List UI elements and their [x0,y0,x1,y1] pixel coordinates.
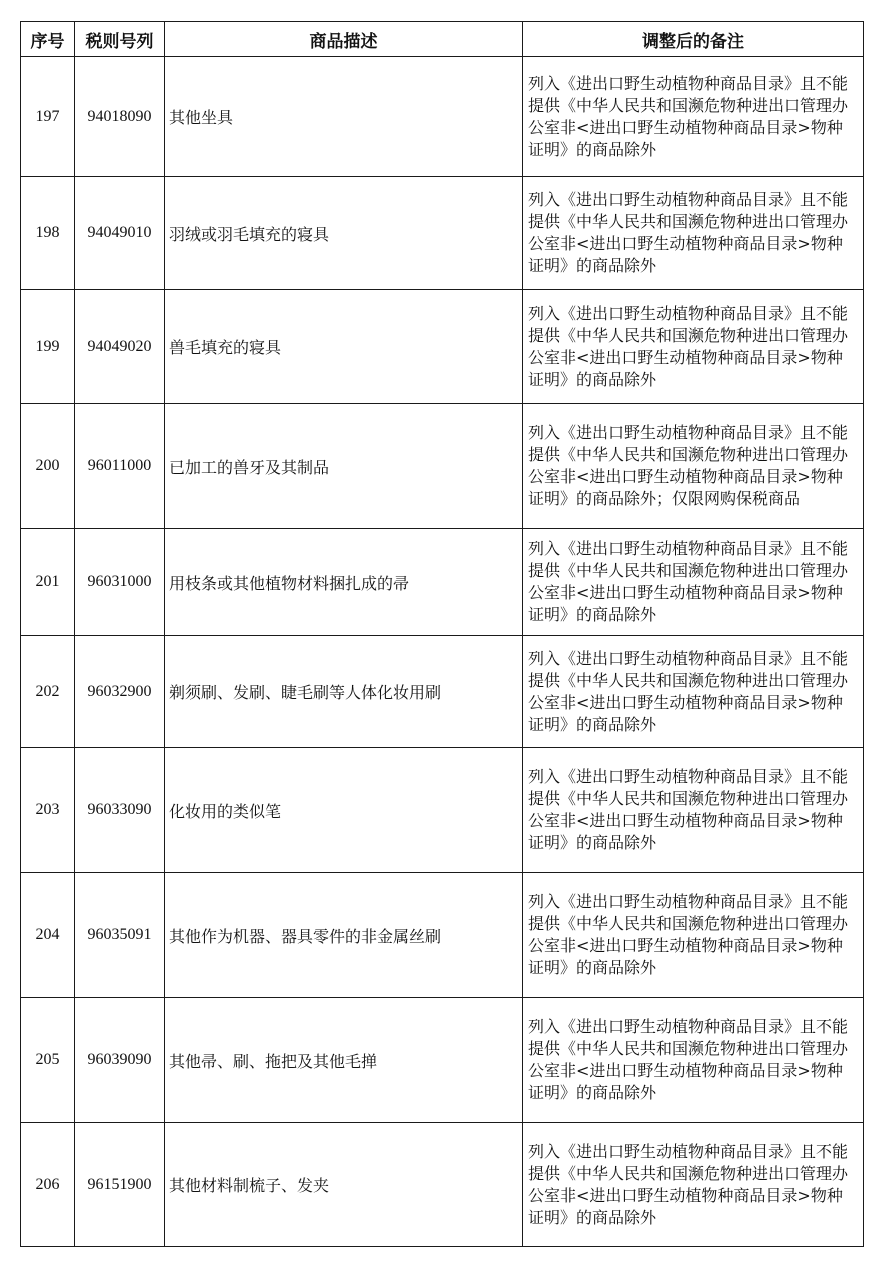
row-description: 其他帚、刷、拖把及其他毛掸 [165,998,523,1123]
row-remark: 列入《进出口野生动植物种商品目录》且不能提供《中华人民共和国濒危物种进出口管理办公室非<进出口野生动植物种商品目录>物种证明》的商品除外 [523,177,864,290]
row-seq: 205 [21,998,75,1123]
table-row [21,404,864,529]
row-description: 剃须刷、发刷、睫毛刷等人体化妆用刷 [165,636,523,748]
row-seq: 198 [21,177,75,290]
row-seq: 204 [21,873,75,998]
row-description: 化妆用的类似笔 [165,748,523,873]
row-remark: 列入《进出口野生动植物种商品目录》且不能提供《中华人民共和国濒危物种进出口管理办公室非<进出口野生动植物种商品目录>物种证明》的商品除外 [523,998,864,1123]
row-description: 其他作为机器、器具零件的非金属丝刷 [165,873,523,998]
row-tariff-code: 96035091 [75,873,165,998]
row-description: 用枝条或其他植物材料捆扎成的帚 [165,529,523,636]
row-tariff-code: 94018090 [75,57,165,177]
catalog-table [20,21,864,1247]
row-remark: 列入《进出口野生动植物种商品目录》且不能提供《中华人民共和国濒危物种进出口管理办公室非<进出口野生动植物种商品目录>物种证明》的商品除外 [523,57,864,177]
row-description: 已加工的兽牙及其制品 [165,404,523,529]
row-tariff-code: 94049020 [75,290,165,404]
header-remark: 调整后的备注 [523,22,864,57]
header-seq: 序号 [21,22,75,57]
table-header-row [21,22,864,57]
row-tariff-code: 96039090 [75,998,165,1123]
row-seq: 201 [21,529,75,636]
table-row [21,290,864,404]
table-row [21,529,864,636]
header-description: 商品描述 [165,22,523,57]
row-description: 其他材料制梳子、发夹 [165,1123,523,1247]
row-seq: 199 [21,290,75,404]
table-row [21,873,864,998]
row-description: 羽绒或羽毛填充的寝具 [165,177,523,290]
row-remark: 列入《进出口野生动植物种商品目录》且不能提供《中华人民共和国濒危物种进出口管理办公室非<进出口野生动植物种商品目录>物种证明》的商品除外 [523,873,864,998]
row-remark: 列入《进出口野生动植物种商品目录》且不能提供《中华人民共和国濒危物种进出口管理办公室非<进出口野生动植物种商品目录>物种证明》的商品除外 [523,290,864,404]
row-description: 兽毛填充的寝具 [165,290,523,404]
row-seq: 203 [21,748,75,873]
row-tariff-code: 96032900 [75,636,165,748]
row-seq: 197 [21,57,75,177]
row-tariff-code: 96151900 [75,1123,165,1247]
row-seq: 206 [21,1123,75,1247]
row-remark: 列入《进出口野生动植物种商品目录》且不能提供《中华人民共和国濒危物种进出口管理办公室非<进出口野生动植物种商品目录>物种证明》的商品除外 [523,1123,864,1247]
row-seq: 202 [21,636,75,748]
row-tariff-code: 96011000 [75,404,165,529]
table-row [21,748,864,873]
row-remark: 列入《进出口野生动植物种商品目录》且不能提供《中华人民共和国濒危物种进出口管理办公室非<进出口野生动植物种商品目录>物种证明》的商品除外；仅限网购保税商品 [523,404,864,529]
row-tariff-code: 96033090 [75,748,165,873]
table-row [21,1123,864,1247]
row-remark: 列入《进出口野生动植物种商品目录》且不能提供《中华人民共和国濒危物种进出口管理办公室非<进出口野生动植物种商品目录>物种证明》的商品除外 [523,529,864,636]
table-row [21,177,864,290]
row-remark: 列入《进出口野生动植物种商品目录》且不能提供《中华人民共和国濒危物种进出口管理办公室非<进出口野生动植物种商品目录>物种证明》的商品除外 [523,748,864,873]
row-tariff-code: 96031000 [75,529,165,636]
row-tariff-code: 94049010 [75,177,165,290]
catalog-table-container [20,21,863,1247]
row-description: 其他坐具 [165,57,523,177]
table-row [21,57,864,177]
row-remark: 列入《进出口野生动植物种商品目录》且不能提供《中华人民共和国濒危物种进出口管理办公室非<进出口野生动植物种商品目录>物种证明》的商品除外 [523,636,864,748]
row-seq: 200 [21,404,75,529]
table-row [21,998,864,1123]
table-row [21,636,864,748]
header-tariff-code: 税则号列 [75,22,165,57]
